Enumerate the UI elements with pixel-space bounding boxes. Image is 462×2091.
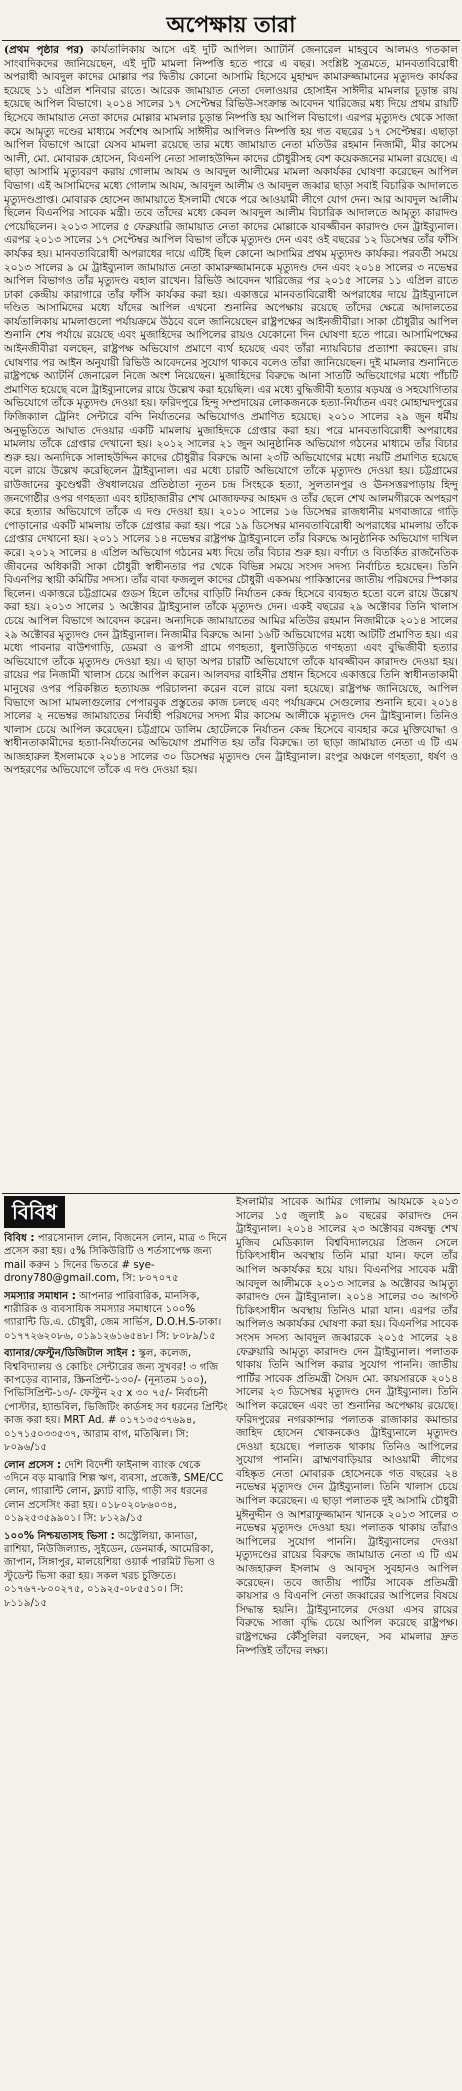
classifieds-column — [4, 1196, 228, 2086]
ad-text: দেশি বিদেশী ফাইনান্স ব্যাংক থেকে ৩দিনে বড় মাঝারি শিল্প ঋণ, ব্যবসা, প্রজেক্ট, SME/CC লোন, গ্যারান্টি লোন, ফ্ল্যাট বাড়ি, গাড়ী সব ধরনের লোন প্রসেসিং করা হয়। ০১৮০২০৮৬০৩৪, ০১৯২৫৩৫৯৯০১। সি: ৮১২৯/১৫ — [4, 1459, 224, 1525]
ad-text: অস্ট্রেলিয়া, কানাডা, রাশিয়া, নিউজিল্যান্ড, সুইডেন, ডেনমার্ক, আমেরিকা, জাপান, সিঙ্গাপুর, মালয়েশিয়া ওয়ার্ক পারমিট ভিসা ও স্টুডেন্ট ভিসা করা হয়। সকল খরচ চুক্তিতে। ০১৭৬৭-৮০০২৭৫, ০১৯২৫-০৮৫৫১০। সি: ৮১১৯/১৫ — [4, 1530, 215, 1609]
article-body-main — [4, 44, 458, 1192]
classified-ad — [4, 1530, 228, 1610]
classifieds-title: বিবিধ — [4, 1196, 65, 1228]
article-text: কার্যতালিকায় আসে এই দুটি আপিল। অ্যাটর্নি জেনারেল মাহবুবে আলমও গতকাল সাংবাদিকদের জানিয়েছেন, এই দুটি মামলা নিষ্পত্তি হতে পারে এ বছর। সংশ্লিষ্ট সূত্রমতে, মানবতাবিরোধী অপরাধী আবদুল কাদের মোল্লার পর দ্বিতীয় কোনো আসামি হিসেবে মুহাম্মদ কামারুজ্জামানের মৃত্যুদণ্ড কার্যকর হয়েছে ১১ এপ্রিল শনিবার রাতে। আরেক জামায়াত নেতা দেলাওয়ার হোসাইন সাঈদীর মামলার চূড়ান্ত রায় হয়েছে আপিল বিভাগে। ২০১৪ সালের ১৭ সেপ্টেম্বর রিভিউ-সংক্রান্ত আবেদন খারিজের মধ্য দিয়ে প্রথম রায়টি হিসেবে জামায়াত নেতা কাদের মোল্লার মামলার চূড়ান্ত নিষ্পত্তি হয় আপিল বিভাগে। এরপর মৃত্যুদণ্ড থেকে সাজা কমে আমৃত্যু দণ্ডের মাধ্যমে সর্বশেষ আসামি সাঈদীর আপিলও নিষ্পত্তি হয় গত বছরের ১৭ সেপ্টেম্বর। এছাড়া আপিল বিভাগে আরো যেসব মামলা রয়েছে তার মধ্যে জামায়াত নেতা মতিউর রহমান নিজামী, মীর কাসেম আলী, মো. মোবারক হোসেন, বিএনপি নেতা সালাহউদ্দিন কাদের চৌধুরীসহ বেশ কয়েকজনের মামলা রয়েছে। এ ছাড়া আসামি মৃত্যুবরণ করায় গোলাম আযম ও আবদুল আলীমের মামলা অকার্যকর ঘোষণা করেছেন আপিল বিভাগ। এই আসামিদের মধ্যে গোলাম আযম, আবদুল আলীম ও আবদুল জব্বার ছাড়া সবাই বিচারিক আদালতে মৃত্যুদণ্ডপ্রাপ্ত। মোবারক হোসেন জামায়াতে ইসলামী থেকে পরে আওয়ামী লীগে যোগ দেন। আর আবদুল আলীম ছিলেন বিএনপির সাবেক মন্ত্রী। তবে তাঁদের মধ্যে কেবল আবদুল আলীম বিচারিক আদালতে আমৃত্যু কারাদণ্ড পেয়েছিলেন। ২০১৩ সালের ৫ ফেব্রুয়ারি জামায়াত নেতা কাদের মোল্লাকে যাবজ্জীবন কারাদণ্ড দেন ট্রাইব্যুনাল। এরপর ২০১৩ সালের ১৭ সেপ্টেম্বর আপিল বিভাগ তাঁকে মৃত্যুদণ্ড দেন এবং ওই বছরের ১২ ডিসেম্বর তাঁর ফাঁসি কার্যকর হয়। মানবতাবিরোধী অপরাধের দায়ে এটিই ছিল কোনো আসামির প্রথম মৃত্যুদণ্ড কার্যকর। পরবর্তী সময়ে ২০১৩ সালের ৯ মে ট্রাইব্যুনাল জামায়াত নেতা কামারুজ্জামানকে মৃত্যুদণ্ড দেন এবং ২০১৪ সালের ৩ নভেম্বর আপিল বিভাগও তাঁর মৃত্যুদণ্ড বহাল রাখেন। রিভিউ আবেদন খারিজের পর ২০১৫ সালের ১১ এপ্রিল রাতে ঢাকা কেন্দ্রীয় কারাগারে তাঁর ফাঁসি কার্যকর করা হয়। একাত্তরে মানবতাবিরোধী অপরাধের দায়ে ট্রাইব্যুনালে দণ্ডিত আসামিদের মধ্যে যাঁদের আপিল এখনো শুনানির অপেক্ষায় রয়েছে তাঁদের ক্ষেত্রে আদালতের কার্যতালিকায় মামলাগুলো পর্যায়ক্রমে উঠবে বলে জানিয়েছেন রাষ্ট্রপক্ষের আইনজীবীরা। সাকা চৌধুরীর আপিল শুনানি শেষ পর্যায়ে রয়েছে এবং মুজাহিদের আপিলের রায়ও যেকোনো দিন ঘোষণা হতে পারে। আসামিপক্ষের আইনজীবীরা বলছেন, রাষ্ট্রপক্ষ অভিযোগ প্রমাণে ব্যর্থ হয়েছে এবং তাঁরা ন্যায়বিচার প্রত্যাশা করছেন। রায় ঘোষণার পর আইন অনুযায়ী রিভিউ আবেদনের সুযোগ থাকবে বলেও তাঁরা জানিয়েছেন। দুই মামলার শুনানিতে রাষ্ট্রপক্ষে অ্যাটর্নি জেনারেল নিজে অংশ নিয়েছেন। মুজাহিদের বিরুদ্ধে আনা সাতটি অভিযোগের মধ্যে পাঁচটি প্রমাণিত হয়েছে বলে ট্রাইব্যুনালের রায়ে উল্লেখ করা হয়েছিল। এর মধ্যে বুদ্ধিজীবী হত্যার ষড়যন্ত্র ও সহযোগিতার অভিযোগে তাঁকে মৃত্যুদণ্ড দেওয়া হয়। ফরিদপুরে হিন্দু সম্প্রদায়ের লোকজনকে হত্যা-নির্যাতন এবং মোহাম্মদপুরের ফিজিক্যাল ট্রেনিং সেন্টারে বন্দি নির্যাতনের অভিযোগও প্রমাণিত হয়েছে। ২০১০ সালের ২৯ জুন ধর্মীয় অনুভূতিতে আঘাত দেওয়ার একটি মামলায় মুজাহিদকে গ্রেপ্তার করা হয়। পরে মানবতাবিরোধী অপরাধের মামলায় তাঁকে গ্রেপ্তার দেখানো হয়। ২০১২ সালের ২১ জুন আনুষ্ঠানিক অভিযোগ গঠনের মাধ্যমে তাঁর বিচার শুরু হয়। অন্যদিকে সালাহউদ্দিন কাদের চৌধুরীর বিরুদ্ধে আনা ২৩টি অভিযোগের মধ্যে নয়টি প্রমাণিত হয়েছে বলে রায়ে উল্লেখ করেছিলেন ট্রাইব্যুনাল। এর মধ্যে চারটি অভিযোগে তাঁকে মৃত্যুদণ্ড দেওয়া হয়। চট্টগ্রামের রাউজানের কুণ্ডেশ্বরী ঔষধালয়ের প্রতিষ্ঠাতা নূতন চন্দ্র সিংহকে হত্যা, সুলতানপুর ও ঊনসত্তরপাড়ায় হিন্দু জনগোষ্ঠীর ওপর গণহত্যা এবং হাটহাজারীর শেখ মোজাফফর আহমদ ও তাঁর ছেলে শেখ আলমগীরকে অপহরণ করে হত্যার অভিযোগে তাঁকে এ দণ্ড দেওয়া হয়। ২০১০ সালের ১৬ ডিসেম্বর রাজধানীর মগবাজারে গাড়ি পোড়ানোর একটি মামলায় তাঁকে গ্রেপ্তার করা হয়। পরে ১৯ ডিসেম্বর মানবতাবিরোধী অপরাধের মামলায় তাঁকে গ্রেপ্তার দেখানো হয়। ২০১১ সালের ১৪ নভেম্বর রাষ্ট্রপক্ষ ট্রাইব্যুনালে তাঁর বিরুদ্ধে আনুষ্ঠানিক অভিযোগ দাখিল করে। ২০১২ সালের ৪ এপ্রিল অভিযোগ গঠনের মধ্য দিয়ে তাঁর বিচার শুরু হয়। বর্ণাঢ্য ও বিতর্কিত রাজনৈতিক জীবনের অধিকারী সাকা চৌধুরী স্বাধীনতার পর থেকে বিভিন্ন সময়ে সংসদ সদস্য নির্বাচিত হয়েছেন। তিনি বিএনপির স্থায়ী কমিটির সদস্য। তাঁর বাবা ফজলুল কাদের চৌধুরী একসময় পাকিস্তানের জাতীয় পরিষদের স্পিকার ছিলেন। একাত্তরে চট্টগ্রামের গুডস হিলে তাঁদের বাড়িটি নির্যাতন কেন্দ্র হিসেবে ব্যবহৃত হতো বলে রায়ে উল্লেখ করা হয়। ২০১৩ সালের ১ অক্টোবর ট্রাইব্যুনাল তাঁকে মৃত্যুদণ্ড দেন। একই বছরের ২৯ অক্টোবর তিনি খালাস চেয়ে আপিল বিভাগে আবেদন করেন। অন্যদিকে জামায়াতের আমির মতিউর রহমান নিজামীকে ২০১৪ সালের ২৯ অক্টোবর মৃত্যুদণ্ড দেন ট্রাইব্যুনাল। নিজামীর বিরুদ্ধে আনা ১৬টি অভিযোগের মধ্যে আটটি প্রমাণিত হয়। এর মধ্যে পাবনার বাউশগাড়ি, ডেমরা ও রূপসী গ্রামে গণহত্যা, ধুলাউড়িতে গণহত্যা এবং বুদ্ধিজীবী হত্যার অভিযোগে তাঁকে মৃত্যুদণ্ড দেওয়া হয়। এ ছাড়া অপর চারটি অভিযোগে তাঁকে যাবজ্জীবন কারাদণ্ড দেওয়া হয়। রায়ের পর নিজামী খালাস চেয়ে আপিল করেন। আলবদর বাহিনীর প্রধান হিসেবে একাত্তরে তিনি স্বাধীনতাকামী মানুষের ওপর পরিকল্পিত হত্যাযজ্ঞ পরিচালনা করেন বলে রায়ে বলা হয়েছে। রাষ্ট্রপক্ষ জানিয়েছে, আপিল বিভাগে আসা মামলাগুলোর পেপারবুক প্রস্তুতের কাজ চলছে এবং পর্যায়ক্রমে সেগুলোর শুনানি হবে। ২০১৪ সালের ২ নভেম্বর জামায়াতের নির্বাহী পরিষদের সদস্য মীর কাসেম আলীকে মৃত্যুদণ্ড দেন ট্রাইব্যুনাল। তিনিও খালাস চেয়ে আপিল করেছেন। চট্টগ্রামে ডালিম হোটেলকে নির্যাতন কেন্দ্র হিসেবে ব্যবহার করে মুক্তিযোদ্ধা ও স্বাধীনতাকামীদের হত্যা-নির্যাতনের অভিযোগ প্রমাণিত হয় তাঁর বিরুদ্ধে। তা ছাড়া জামায়াত নেতা এ টি এম আজহারুল ইসলামকে ২০১৪ সালের ৩০ ডিসেম্বর মৃত্যুদণ্ড দেন ট্রাইব্যুনাল। রংপুর অঞ্চলে গণহত্যা, ধর্ষণ ও অপহরণের অভিযোগে তাঁকে এ দণ্ড দেওয়া হয়। — [4, 44, 458, 777]
top-strip — [0, 0, 462, 8]
ad-heading: বিবিধ : — [4, 1233, 35, 1244]
title-divider — [2, 40, 460, 41]
classified-ad — [4, 1232, 228, 1286]
ad-heading: ব্যানার/ফেস্টুন/ডিজিটাল সাইন : — [4, 1348, 136, 1360]
section-divider — [2, 1193, 460, 1194]
classified-ad — [4, 1290, 228, 1344]
ad-heading: লোন প্রসেস : — [4, 1459, 62, 1471]
article-title: অপেক্ষায় তারা — [166, 12, 296, 38]
ad-heading: সমস্যার সমাধান : — [4, 1290, 76, 1302]
ad-heading: ১০০% নিশ্চয়তাসহ ভিসা : — [4, 1530, 115, 1542]
classified-ad — [4, 1459, 228, 1526]
ad-text: স্কুল, কলেজ, বিশ্ববিদ্যালয় ও কোচিং সেন্টারের জন্য সুখবর! ৩ গজি কাপড়ের ব্যানার, স্ক্রিনপ্রিন্ট-১৩০/- (নূন্যতম ১০০), পিভিসিপ্রিন্ট-১৩/- ফেস্টুন ২৫ x ৩০ ৭৫/- নির্বাচনী পোস্টার, হ্যান্ডবিল, ভিজিটিং কার্ডসহ সব ধরনের প্রিন্টিং কাজ করা হয়। MRT Ad. # ০১৭১৩৫৩৭৬৯৪, ০১৭১৫০৩৩৫৩৭, আরাম বাগ, মতিঝিল। সি: ৮০৯৬/১৫ — [4, 1348, 228, 1454]
ad-text: পারসোনাল লোন, বিজনেস লোন, মাত্র ৩ দিনে প্রসেস করা হয়। ৫% সিকিউরিটি ও শর্তসাপেক্ষ জন্য mail করুন ১ দিনের ভিতরে # sye-drony780@gmail.com, সি: ৮০৭০৭৫ — [4, 1233, 227, 1285]
article-body-right-column — [236, 1196, 458, 2086]
article-text-continued: ইসলামীর সাবেক আমির গোলাম আযমকে ২০১৩ সালের ১৫ জুলাই ৯০ বছরের কারাদণ্ড দেন ট্রাইব্যুনাল। ২০১৪ সালের ২৩ অক্টোবর বঙ্গবন্ধু শেখ মুজিব মেডিক্যাল বিশ্ববিদ্যালয়ের প্রিজন সেলে চিকিৎসাধীন অবস্থায় তিনি মারা যান। ফলে তাঁর আপিল অকার্যকর হয়ে যায়। বিএনপির সাবেক মন্ত্রী আবদুল আলীমকে ২০১৩ সালের ৯ অক্টোবর আমৃত্যু কারাদণ্ড দেন ট্রাইব্যুনাল। ২০১৪ সালের ৩০ আগস্ট চিকিৎসাধীন অবস্থায় তিনিও মারা যান। এরপর তাঁর আপিলও অকার্যকর ঘোষণা করা হয়। বিএনপির সাবেক সংসদ সদস্য আবদুল জব্বারকে ২০১৫ সালের ২৪ ফেব্রুয়ারি আমৃত্যু কারাদণ্ড দেন ট্রাইব্যুনাল। পলাতক থাকায় তিনি আপিল করার সুযোগ পাননি। জাতীয় পার্টির সাবেক প্রতিমন্ত্রী সৈয়দ মো. কায়সারকে ২০১৪ সালের ২৩ ডিসেম্বর মৃত্যুদণ্ড দেন ট্রাইব্যুনাল। তিনি আপিল করেছেন এবং তা শুনানির অপেক্ষায় রয়েছে। ফরিদপুরের নগরকান্দার পলাতক রাজাকার কমান্ডার জাহিদ হোসেন খোকনকেও ট্রাইব্যুনালে মৃত্যুদণ্ড দেওয়া হয়েছে। পলাতক থাকায় তিনিও আপিলের সুযোগ পাননি। ব্রাহ্মণবাড়িয়ার আওয়ামী লীগের বহিষ্কৃত নেতা মোবারক হোসেনকে গত বছরের ২৪ নভেম্বর মৃত্যুদণ্ড দেন ট্রাইব্যুনাল। তিনি খালাস চেয়ে আপিল করেছেন। এ ছাড়া পলাতক দুই আসামি চৌধুরী মুঈনুদ্দীন ও আশরাফুজ্জামান খানকে ২০১৩ সালের ৩ নভেম্বর মৃত্যুদণ্ড দেওয়া হয়। পলাতক থাকায় তাঁরাও আপিলের সুযোগ পাননি। ট্রাইব্যুনালের দেওয়া মৃত্যুদণ্ডের রায়ের বিরুদ্ধে জামায়াত নেতা এ টি এম আজহারুল ইসলাম ও আবদুস সুবহানও আপিল করেছেন। তবে জাতীয় পার্টির সাবেক প্রতিমন্ত্রী কায়সার ও বিএনপি নেতা জব্বারের আপিলের বিষয়ে সিদ্ধান্ত হয়নি। ট্রাইব্যুনালের দেওয়া এসব রায়ের বিরুদ্ধে সাজা বৃদ্ধি চেয়ে আপিল করেছে রাষ্ট্রপক্ষ। রাষ্ট্রপক্ষের কৌঁসুলিরা বলছেন, সব মামলার দ্রুত নিষ্পত্তিই তাঁদের লক্ষ্য। — [236, 1196, 458, 1657]
classified-ad — [4, 1347, 228, 1454]
ad-text: আপনার পারিবারিক, মানসিক, শারীরিক ও ব্যবসায়িক সমস্যার সমাধানে ১০০% গ্যারান্টি ডি.এ. চৌধুরী, জেম সার্ভিস, D.O.H.S-ঢাকা। ০১৭৭২৬২০৮৬, ০১৯১২৬১৬৫৪৮। সি: ৮০৮৯/১৫ — [4, 1290, 222, 1342]
continuation-marker: (প্রথম পৃষ্ঠার পর) — [4, 44, 84, 56]
